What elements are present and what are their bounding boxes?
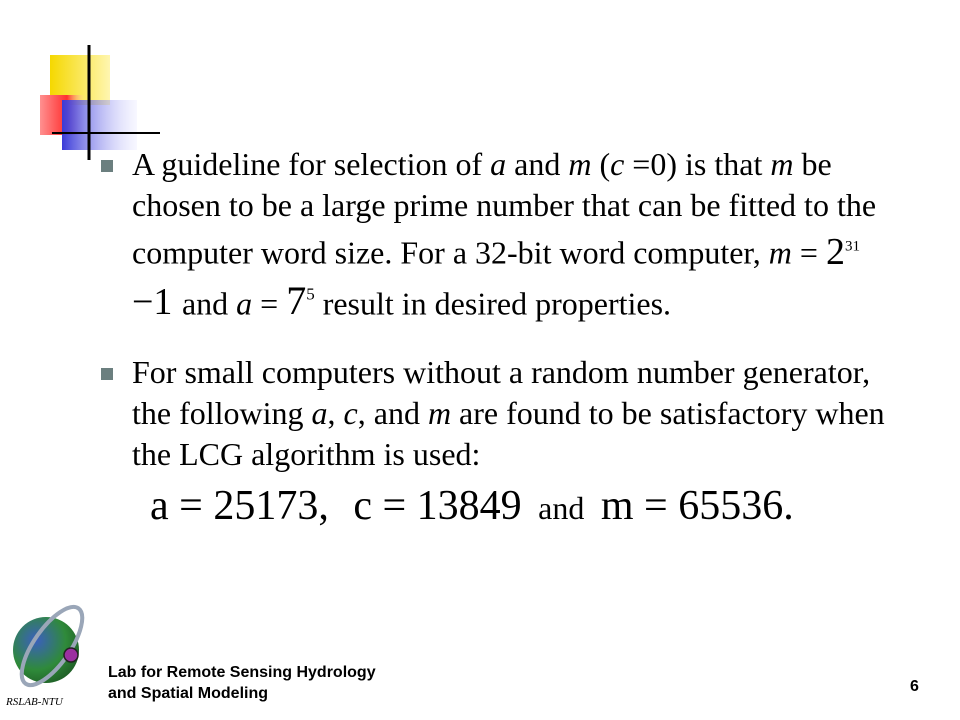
corner-decoration [40,40,160,160]
bullet-2-marker [101,368,113,380]
lab-name: Lab for Remote Sensing Hydrology and Spatial Modeling [108,664,376,702]
formula-m-value: $2^{31} -1$ [132,230,860,323]
bullet-1-marker [101,160,113,172]
bullet-1-text: A guideline for selection of a and m (c =0) is that m be chosen to be a large prime number that can be fitted to the computer word size. For a 32-bit word computer, $m = 2^{31} -1$ and $a = 7^5$ result in desired properties. [132,146,877,323]
logo-dot [64,648,78,662]
c-equation: c = 13849 [353,483,522,529]
m-equation: m = 65536 [600,483,784,529]
blue-block [62,100,137,150]
a-equation: a = 25173, [150,483,329,529]
page-number: 6 [910,678,919,695]
bullet-2-text: For small computers without a random number generator, the following a, c, and m are found to be satisfactory when the LCG algorithm is used: [132,354,885,472]
lcg-parameters-formula: a = 25173, c = 13849 and m = 65536. [150,483,794,529]
and-word: and [538,490,585,526]
rslab-logo [8,598,100,696]
rslab-label: RSLAB-NTU [6,696,63,708]
formula-a-value: $7^5$ [286,277,315,323]
